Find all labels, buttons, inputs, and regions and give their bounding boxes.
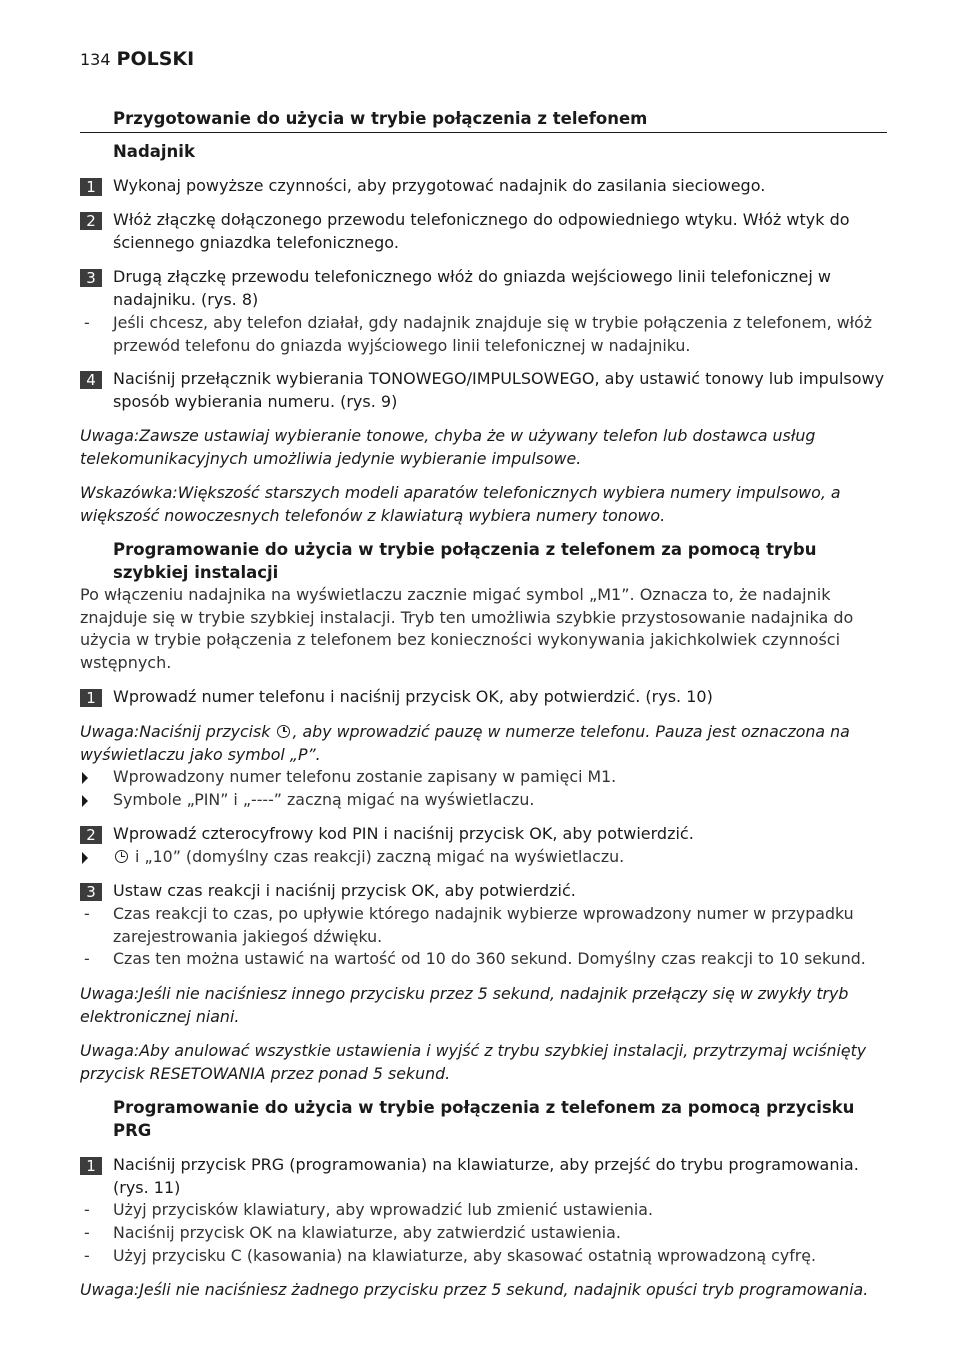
dash-mark: - — [84, 1246, 90, 1265]
step-text: Drugą złączkę przewodu telefonicznego włóż do gniazda wejściowego linii telefonicznej w nadajniku. (rys. 8) — [113, 267, 831, 309]
step-text: Naciśnij przełącznik wybierania TONOWEGO/IMPULSOWEGO, aby ustawić tonowy lub impulsowy sposób wybierania numeru. (rys. 9) — [113, 369, 885, 411]
step-number: 2 — [80, 826, 102, 844]
step-number: 3 — [80, 269, 102, 287]
clock-icon — [115, 850, 128, 863]
dash-mark: - — [84, 904, 90, 923]
dash-item: - Użyj przycisków klawiatury, aby wprowadzić lub zmienić ustawienia. — [80, 1199, 887, 1222]
dash-item: - Naciśnij przycisk OK na klawiaturze, aby zatwierdzić ustawienia. — [80, 1222, 887, 1245]
step-text: Włóż złączkę dołączonego przewodu telefonicznego do odpowiedniego wtyku. Włóż wtyk do ściennego gniazdka telefonicznego. — [113, 210, 850, 252]
page-number: 134 — [80, 50, 111, 69]
quick-setup-heading: Programowanie do użycia w trybie połączenia z telefonem za pomocą trybu szybkiej instalacji — [113, 540, 817, 582]
prg-step-1 — [80, 1154, 887, 1199]
bullet-item: i „10” (domyślny czas reakcji) zaczną migać na wyświetlaczu. — [80, 846, 887, 869]
quick-step-3 — [80, 880, 887, 903]
step-text: Ustaw czas reakcji i naciśnij przycisk OK, aby potwierdzić. — [113, 881, 576, 900]
transmitter-step-2 — [80, 209, 887, 254]
quick-step-1 — [80, 686, 887, 709]
step-number: 1 — [80, 689, 102, 707]
dash-mark: - — [84, 313, 90, 332]
prg-heading: Programowanie do użycia w trybie połączenia z telefonem za pomocą przycisku PRG — [113, 1098, 855, 1140]
step-text: Wprowadź numer telefonu i naciśnij przycisk OK, aby potwierdzić. (rys. 10) — [113, 687, 713, 706]
dash-item: - Czas ten można ustawić na wartość od 10 do 360 sekund. Domyślny czas reakcji to 10 sekund. — [80, 948, 887, 971]
step-text: Naciśnij przycisk PRG (programowania) na klawiaturze, aby przejść do trybu programowania. (rys. 11) — [113, 1155, 859, 1197]
step-number: 3 — [80, 883, 102, 901]
bullet-arrow-icon — [82, 852, 88, 864]
transmitter-step-1 — [80, 175, 887, 198]
step-text: Wykonaj powyższe czynności, aby przygotować nadajnik do zasilania sieciowego. — [113, 176, 766, 195]
transmitter-heading: Nadajnik — [113, 142, 195, 161]
dash-mark: - — [84, 1200, 90, 1219]
note-reset: Uwaga:Aby anulować wszystkie ustawienia i wyjść z trybu szybkiej instalacji, przytrzymaj wciśnięty przycisk RESETOWANIA przez ponad 5 sekund. — [80, 1041, 867, 1083]
page-header — [80, 48, 194, 72]
language-label: POLSKI — [116, 48, 195, 70]
dash-item: - Czas reakcji to czas, po upływie którego nadajnik wybierze wprowadzony numer w przypadku zarejestrowania jakiegoś dźwięku. — [84, 904, 854, 946]
note-pause: Uwaga:Naciśnij przycisk , aby wprowadzić pauzę w numerze telefonu. Pauza jest oznaczona na wyświetlaczu jako symbol „P”. — [80, 722, 850, 764]
dash-mark: - — [84, 1223, 90, 1242]
bullet-item: Symbole „PIN” i „----” zaczną migać na wyświetlaczu. — [80, 789, 887, 812]
dash-item: - Jeśli chcesz, aby telefon działał, gdy nadajnik znajduje się w trybie połączenia z telefonem, włóż przewód telefonu do gniazda wyjściowego linii telefonicznej w nadajniku. — [84, 313, 873, 355]
tip-dialing: Wskazówka:Większość starszych modeli aparatów telefonicznych wybiera numery impulsowo, a większość nowoczesnych telefonów z klawiaturą wybiera numery tonowo. — [80, 483, 841, 525]
quick-step-2 — [80, 823, 887, 846]
note-timeout: Uwaga:Jeśli nie naciśniesz innego przycisku przez 5 sekund, nadajnik przełączy się w zwykły tryb elektronicznej niani. — [80, 984, 849, 1026]
section-title: Przygotowanie do użycia w trybie połączenia z telefonem — [113, 109, 648, 128]
step-number: 2 — [80, 212, 102, 230]
quick-setup-intro: Po włączeniu nadajnika na wyświetlaczu zacznie migać symbol „M1”. Oznacza to, że nadajnik znajduje się w trybie szybkiej instalacji. Tryb ten umożliwia szybkie przystosowanie nadajnika do użycia w trybie połączenia z telefonem bez konieczności wykonywania jakichkolwiek czynności wstępnych. — [80, 585, 854, 672]
section-divider — [80, 132, 887, 133]
step-number: 1 — [80, 178, 102, 196]
note-prg-timeout: Uwaga:Jeśli nie naciśniesz żadnego przycisku przez 5 sekund, nadajnik opuści tryb programowania. — [80, 1280, 869, 1299]
step-text: Wprowadź czterocyfrowy kod PIN i naciśnij przycisk OK, aby potwierdzić. — [113, 824, 694, 843]
dash-mark: - — [84, 949, 90, 968]
bullet-arrow-icon — [82, 772, 88, 784]
bullet-arrow-icon — [82, 795, 88, 807]
transmitter-step-4 — [80, 368, 887, 413]
clock-icon — [277, 725, 290, 738]
transmitter-step-3 — [80, 266, 887, 311]
bullet-item: Wprowadzony numer telefonu zostanie zapisany w pamięci M1. — [80, 766, 887, 789]
step-number: 4 — [80, 371, 102, 389]
step-number: 1 — [80, 1157, 102, 1175]
dash-item: - Użyj przycisku C (kasowania) na klawiaturze, aby skasować ostatnią wprowadzoną cyfrę. — [80, 1245, 887, 1268]
note-tone-dialing: Uwaga:Zawsze ustawiaj wybieranie tonowe, chyba że w używany telefon lub dostawca usług telekomunikacyjnych umożliwia jedynie wybieranie impulsowe. — [80, 426, 816, 468]
